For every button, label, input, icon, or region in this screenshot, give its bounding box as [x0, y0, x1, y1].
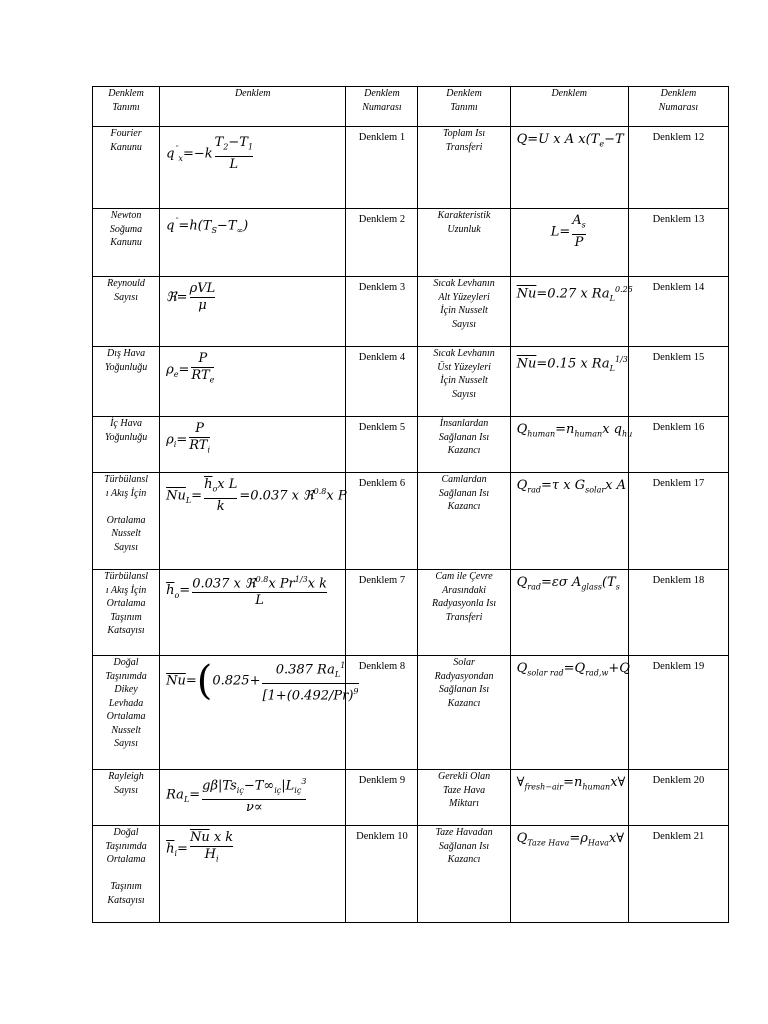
table-row — [93, 347, 729, 417]
equation-formula: Q=U x A $x(T_e-T$ — [516, 132, 624, 149]
equation-formula: $\overline{Nu}_L=$ $\frac{\overline{h}_ox L}{k}$ =0.037 x ℜ$^{0.8}$x P — [166, 477, 347, 514]
equation-name: Türbülansl ı Akış İçin Ortalama Nusselt Sayısı — [104, 474, 148, 553]
equation-name: Reynould Sayısı — [107, 278, 145, 303]
equation-number: Denklem 20 — [652, 775, 705, 786]
equation-number: Denklem 15 — [652, 352, 705, 363]
equation-name: Sıcak Levhanın Alt Yüzeyleri İçin Nusselt Sayısı — [433, 278, 495, 330]
header-definition: Denklem Tanımı — [446, 88, 482, 113]
equation-name: Doğal Taşınımda Dikey Levhada Ortalama Nusselt Sayısı — [105, 657, 147, 749]
equation-number: Denklem 3 — [358, 282, 406, 293]
equation-name: Cam ile Çevre Arasındaki Radyasyonla Isı Transferi — [431, 571, 497, 623]
table-row — [93, 770, 729, 826]
equation-formula: $\overline{Nu}=0.15$ x $Ra_L^{1/3}$ — [516, 355, 628, 373]
header-equation: Denklem — [234, 88, 271, 99]
equation-number: Denklem 4 — [358, 352, 406, 363]
equation-number: Denklem 9 — [358, 775, 406, 786]
equation-name: Türbülansl ı Akış İçin Ortalama Taşınım Katsayısı — [104, 571, 148, 636]
equation-number: Denklem 19 — [652, 661, 705, 672]
equation-formula: $\overline{Nu}=(0.825+$ $\frac{0.387 Ra_L^1}{[1+(0.492/Pr)^9}$ — [166, 658, 359, 705]
equation-name: İç Hava Yoğunluğu — [104, 418, 148, 443]
equation-number: Denklem 1 — [358, 132, 406, 143]
equation-number: Denklem 13 — [652, 214, 705, 225]
equation-formula: $Q_{human}=n_{human}x$ $q_{hu}$ — [516, 422, 633, 439]
equation-number: Denklem 5 — [358, 422, 406, 433]
table-header-row — [93, 87, 729, 127]
equation-name: Rayleigh Sayısı — [108, 771, 144, 796]
header-number: Denklem Numarası — [362, 88, 402, 113]
header-number: Denklem Numarası — [658, 88, 699, 113]
equation-name: İnsanlardan Sağlanan Isı Kazancı — [438, 418, 490, 456]
equation-formula: $Q_{rad}=\tau$ x $G_{solar}x$ A — [516, 478, 627, 495]
equation-formula: $q^¨_x=-k$ $\frac{T_2-T_1}{L}$ — [166, 135, 254, 172]
equation-name: Gerekli Olan Taze Hava Miktarı — [437, 771, 491, 809]
equation-name: Solar Radyasyondan Sağlanan Isı Kazancı — [434, 657, 494, 709]
table-row — [93, 656, 729, 770]
equation-formula: $Q_{Taze Hava}=\rho_{Hava}x\forall$ — [516, 831, 625, 848]
table-row — [93, 209, 729, 277]
equation-number: Denklem 6 — [358, 478, 406, 489]
table-row — [93, 570, 729, 656]
equation-name: Camlardan Sağlanan Isı Kazancı — [438, 474, 490, 512]
equation-number: Denklem 14 — [652, 282, 705, 293]
equation-number: Denklem 21 — [652, 831, 705, 842]
equation-formula: $\overline{h}_o=$ $\frac{0.037 x ℜ^{0.8}x Pr^{1/3}x k}{L}$ — [166, 575, 327, 609]
equation-formula: $\rho_e=$ $\frac{P}{RT_e}$ — [160, 347, 345, 389]
equation-number: Denklem 10 — [356, 831, 408, 842]
equation-number: Denklem 2 — [358, 214, 406, 225]
equation-name: Doğal Taşınımda Ortalama Taşınım Katsayısı — [105, 827, 147, 906]
table-row — [93, 127, 729, 209]
equation-table — [92, 86, 729, 923]
equation-number: Denklem 16 — [652, 422, 705, 433]
equation-number: Denklem 12 — [652, 132, 705, 143]
table-row — [93, 473, 729, 570]
equation-formula: $\forall_{fresh-air}=n_{human}x\forall$ — [516, 775, 626, 792]
equation-formula: L= $\frac{A_s}{P}$ — [550, 213, 586, 250]
equation-formula: $\overline{Nu}=0.27$ x $Ra_L^{0.25}$ — [516, 285, 633, 303]
header-definition: Denklem Tanımı — [108, 88, 144, 113]
equation-number: Denklem 8 — [358, 661, 406, 672]
equation-formula: $\rho_i=$ $\frac{P}{RT_i}$ — [160, 417, 345, 459]
equation-formula: ℜ= $\frac{\text{ρVL}}{\mu}$ — [166, 281, 216, 313]
equation-formula: $q^¨=h(T_S-T_\infty)$ — [166, 217, 249, 235]
table-row — [93, 417, 729, 473]
equation-formula: $Q_{rad}=\varepsilon\sigma$ $A_{glass}(T_s$ — [516, 575, 620, 592]
table-row — [93, 826, 729, 923]
equation-name: Newton Soğuma Kanunu — [109, 210, 143, 248]
equation-number: Denklem 18 — [652, 575, 705, 586]
equation-name: Sıcak Levhanın Üst Yüzeyleri İçin Nusselt Sayısı — [433, 348, 495, 400]
table-row — [93, 277, 729, 347]
equation-formula: $\overline{h}_i=$ $\frac{\overline{Nu} x k}{H_i}$ — [160, 826, 345, 868]
equation-number: Denklem 7 — [358, 575, 406, 586]
equation-number: Denklem 17 — [652, 478, 705, 489]
header-equation: Denklem — [551, 88, 587, 99]
equation-name: Toplam Isı Transferi — [442, 128, 486, 153]
equation-formula: $Ra_L=$ $\frac{g\beta|Ts_{iç}-T\infty_{iç}|L_{iç}^3}{\nu\propto}$ — [166, 777, 307, 815]
equation-name: Karakteristik Uzunluk — [437, 210, 491, 235]
equation-formula: $Q_{solar rad}=Q_{rad,w}+Q$ — [516, 661, 630, 678]
equation-name: Dış Hava Yoğunluğu — [104, 348, 148, 373]
equation-name: Taze Havadan Sağlanan Isı Kazancı — [435, 827, 493, 865]
equation-name: Fourier Kanunu — [110, 128, 142, 153]
